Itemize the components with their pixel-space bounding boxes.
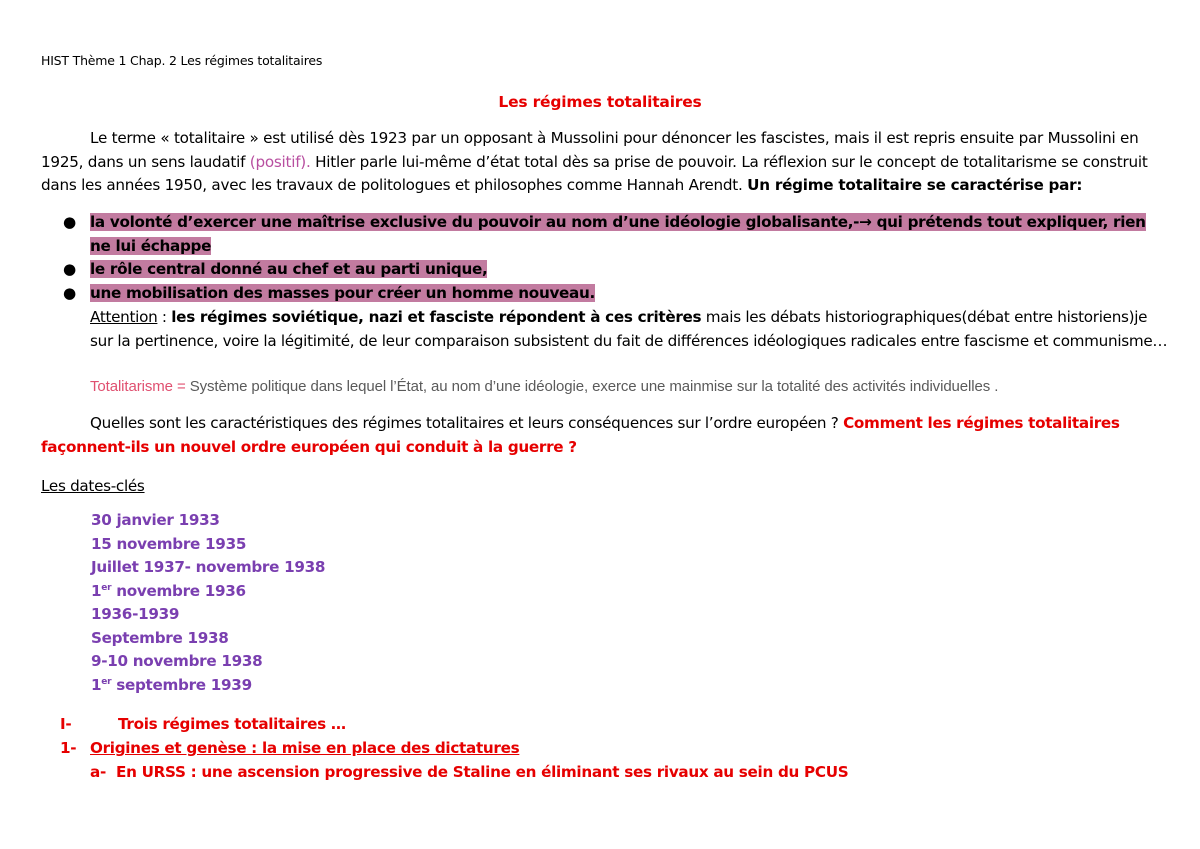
attention-bold: les régimes soviétique, nazi et fasciste répondent à ces critères xyxy=(171,308,702,326)
intro-text-2: Hitler parle lui-même d’état total dès sa prise de pouvoir. La réflexion sur le concept de totalitarisme se construit dans les années 1950, avec les travaux de politologues et philosophes comme Hannah Arendt. xyxy=(41,152,1148,194)
intro-positif: (positif). xyxy=(249,152,311,171)
bullet-icon: ● xyxy=(63,213,76,231)
criteria-item-3: une mobilisation des masses pour créer un homme nouveau. xyxy=(90,283,595,302)
date-num: 1 xyxy=(91,675,102,694)
date-item xyxy=(91,674,325,698)
criteria-item-2: le rôle central donné au chef et au parti unique, xyxy=(90,260,488,278)
question-bold: Comment les régimes totalitaires façonnent-ils un nouvel ordre européen qui conduit à la guerre ? xyxy=(41,414,1120,456)
subsubsection-number: a- xyxy=(90,763,106,781)
date-rest: septembre 1939 xyxy=(111,675,252,694)
date-item xyxy=(91,580,325,604)
date-sup: er xyxy=(101,676,112,687)
attention-sep: : xyxy=(157,308,172,326)
date-item: 15 novembre 1935 xyxy=(91,534,247,553)
intro-text-1: Le terme « totalitaire » est utilisé dès 1923 par un opposant à Mussolini pour dénoncer les fascistes, mais il est repris ensuite par Mussolini en 1925, dans un sens laudatif xyxy=(41,129,1139,171)
subsubsection-title: En URSS : une ascension progressive de Staline en éliminant ses rivaux au sein du PCUS xyxy=(116,763,849,781)
definition-label: Totalitarisme = xyxy=(90,378,190,395)
bullet-icon: ● xyxy=(63,283,76,302)
dates-heading: Les dates-clés xyxy=(41,477,145,495)
attention-paragraph xyxy=(90,306,1170,353)
bullet-icon: ● xyxy=(63,260,76,278)
document-title: Les régimes totalitaires xyxy=(498,93,702,111)
subsection-number: 1- xyxy=(60,739,77,757)
intro-paragraph xyxy=(41,127,1181,198)
date-rest: novembre 1936 xyxy=(111,581,246,600)
date-item: 1936-1939 xyxy=(91,605,180,623)
date-item: 9-10 novembre 1938 xyxy=(91,652,263,670)
definition xyxy=(90,378,1170,395)
list-item xyxy=(60,282,1170,306)
list-item xyxy=(60,258,1170,282)
attention-rest: mais les débats historiographiques(débat entre historiens)je sur la pertinence, voire la légitimité, de leur comparaison subsistent du fait de différences idéologiques radicales entre fascisme et communisme… xyxy=(90,308,1168,350)
question-plain: Quelles sont les caractéristiques des régimes totalitaires et leurs conséquences sur l’ordre européen ? xyxy=(90,414,844,432)
subsection-title: Origines et genèse : la mise en place des dictatures xyxy=(90,739,520,757)
criteria-list xyxy=(60,211,1170,305)
date-item: Juillet 1937- novembre 1938 xyxy=(91,558,326,576)
dates-list xyxy=(91,509,325,697)
attention-label: Attention xyxy=(90,308,158,326)
page-header: HIST Thème 1 Chap. 2 Les régimes totalitaires xyxy=(41,53,323,68)
section-number: I- xyxy=(60,715,72,733)
list-item xyxy=(60,211,1170,258)
problem-question xyxy=(41,412,1151,459)
definition-text: Système politique dans lequel l’État, au nom d’une idéologie, exerce une mainmise sur la totalité des activités individuelles . xyxy=(189,378,999,395)
intro-bold: Un régime totalitaire se caractérise par: xyxy=(747,176,1083,194)
date-item: Septembre 1938 xyxy=(91,628,229,647)
date-sup: er xyxy=(101,582,112,593)
date-num: 1 xyxy=(91,581,102,600)
section-title: Trois régimes totalitaires … xyxy=(118,715,346,733)
criteria-item-1: la volonté d’exercer une maîtrise exclusive du pouvoir au nom d’une idéologie globalisante,-→ qui prétends tout expliquer, rien ne lui échappe xyxy=(90,213,1146,255)
date-item: 30 janvier 1933 xyxy=(91,511,220,529)
